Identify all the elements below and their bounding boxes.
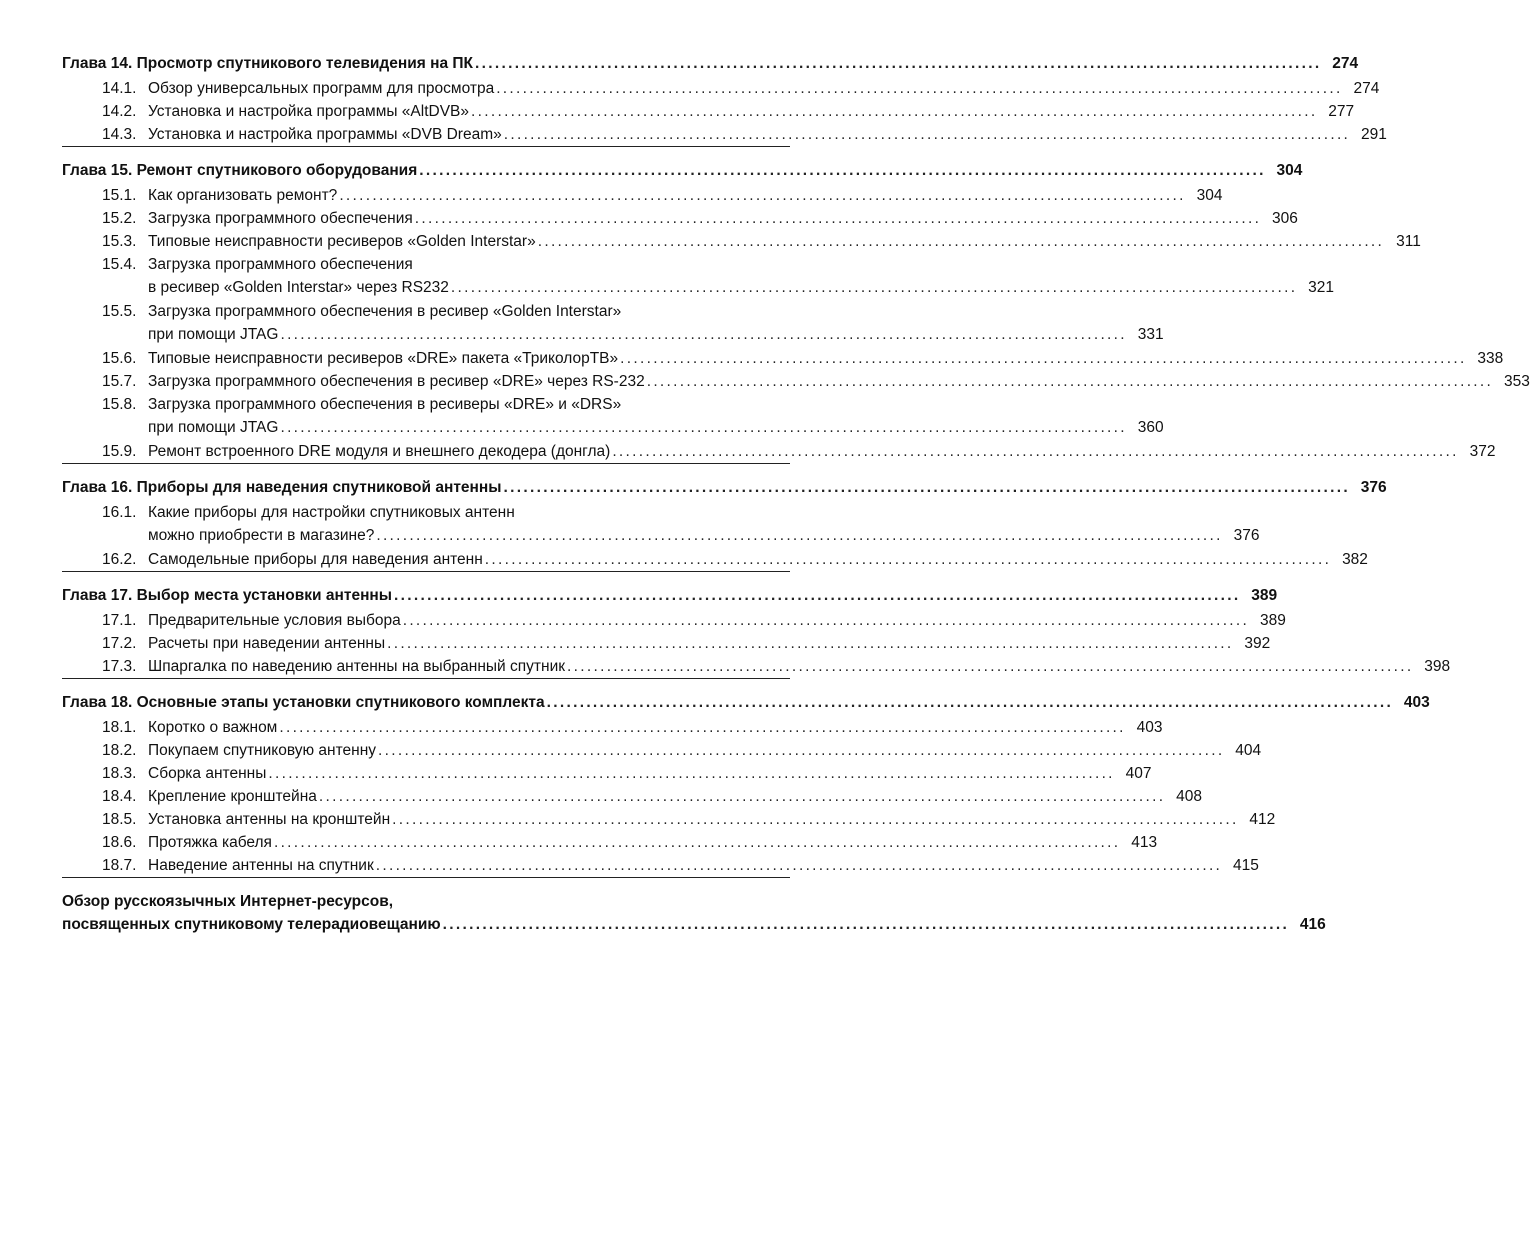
section-page-number: 372 <box>1469 443 1496 460</box>
section-page-number: 389 <box>1259 612 1286 629</box>
section-entry[interactable] <box>62 300 1164 347</box>
dot-leader <box>538 230 1381 253</box>
section-number: 18.2. <box>102 742 137 759</box>
section-entry[interactable] <box>62 831 1158 854</box>
section-number: 16.1. <box>102 504 137 521</box>
chapter-block <box>62 678 1430 877</box>
section-entry[interactable] <box>62 123 1387 146</box>
section-title: Наведение антенны на спутник <box>148 857 374 874</box>
section-entry[interactable] <box>62 501 1260 548</box>
dot-leader <box>612 440 1455 463</box>
chapter-heading[interactable] <box>62 890 1326 936</box>
section-page-number: 404 <box>1235 742 1262 759</box>
section-page-number: 277 <box>1328 103 1355 120</box>
section-title: Установка и настройка программы «DVB Dream» <box>148 126 502 143</box>
section-entry[interactable] <box>62 230 1421 253</box>
dot-leader <box>387 632 1230 655</box>
dot-leader <box>403 609 1246 632</box>
section-title-line1: Загрузка программного обеспечения <box>148 256 413 273</box>
section-title: Сборка антенны <box>148 765 267 782</box>
section-page-number: 331 <box>1137 326 1164 343</box>
section-number: 15.4. <box>102 256 137 273</box>
section-page-number: 412 <box>1249 811 1276 828</box>
chapter-block <box>62 146 1530 463</box>
section-number: 14.2. <box>102 103 137 120</box>
section-text <box>148 207 1298 230</box>
section-title-line1: Загрузка программного обеспечения в ресивер «Golden Interstar» <box>148 303 622 320</box>
dot-leader <box>274 831 1117 854</box>
section-text <box>148 739 1262 762</box>
section-entry[interactable] <box>62 347 1504 370</box>
section-entry[interactable] <box>62 77 1380 100</box>
section-title-line1: Какие приборы для настройки спутниковых антенн <box>148 504 515 521</box>
chapter-page-number: 376 <box>1360 479 1387 496</box>
section-text <box>148 300 1164 346</box>
section-title: при помощи JTAG <box>148 419 279 436</box>
section-number: 17.1. <box>102 612 137 629</box>
section-title: Покупаем спутниковую антенну <box>148 742 377 759</box>
chapter-block <box>62 877 1326 936</box>
table-of-contents <box>62 0 1530 938</box>
chapter-block <box>62 463 1387 571</box>
section-entry[interactable] <box>62 739 1262 762</box>
section-number: 18.1. <box>102 719 137 736</box>
section-title: Протяжка кабеля <box>148 834 272 851</box>
section-number: 18.5. <box>102 811 137 828</box>
chapter-heading[interactable] <box>62 52 1359 75</box>
section-text <box>148 785 1203 808</box>
section-entry[interactable] <box>62 808 1276 831</box>
section-number: 15.5. <box>102 303 137 320</box>
section-text <box>148 253 1335 299</box>
section-page-number: 408 <box>1176 788 1203 805</box>
section-text <box>148 123 1387 146</box>
section-entry[interactable] <box>62 716 1163 739</box>
dot-leader <box>319 785 1162 808</box>
dot-leader <box>475 52 1318 75</box>
section-page-number: 321 <box>1308 279 1335 296</box>
chapter-heading[interactable] <box>62 691 1430 714</box>
dot-leader <box>415 207 1258 230</box>
section-page-number: 376 <box>1233 527 1260 544</box>
section-title: Обзор универсальных программ для просмотра <box>148 80 495 97</box>
section-number: 17.3. <box>102 658 137 675</box>
dot-leader <box>496 77 1339 100</box>
section-title: Типовые неисправности ресиверов «Golden Interstar» <box>148 233 536 250</box>
section-text <box>148 609 1286 632</box>
dot-leader <box>451 276 1294 299</box>
section-title: Как организовать ремонт? <box>148 187 338 204</box>
section-page-number: 392 <box>1244 635 1271 652</box>
section-number: 18.4. <box>102 788 137 805</box>
chapter-heading-text <box>62 476 1387 499</box>
chapter-heading[interactable] <box>62 476 1387 499</box>
section-title: Типовые неисправности ресиверов «DRE» пакета «ТриколорТВ» <box>148 350 619 367</box>
section-title: Загрузка программного обеспечения <box>148 210 413 227</box>
chapter-page-number: 389 <box>1251 587 1278 604</box>
chapter-title: Глава 14. Просмотр спутникового телевидения на ПК <box>62 55 474 72</box>
section-text <box>148 440 1496 463</box>
section-number: 14.3. <box>102 126 137 143</box>
section-number: 14.1. <box>102 80 137 97</box>
section-title: Ремонт встроенного DRE модуля и внешнего декодера (донгла) <box>148 443 611 460</box>
section-text <box>148 393 1164 439</box>
section-page-number: 311 <box>1396 233 1421 250</box>
section-text <box>148 632 1271 655</box>
chapter-heading-text <box>62 584 1278 607</box>
dot-leader <box>504 476 1347 499</box>
section-entry[interactable] <box>62 393 1164 440</box>
section-entry[interactable] <box>62 370 1530 393</box>
section-page-number: 407 <box>1125 765 1152 782</box>
dot-leader <box>504 123 1347 146</box>
dot-leader <box>339 184 1182 207</box>
chapter-title: посвященных спутниковому телерадиовещанию <box>62 916 441 933</box>
section-entry[interactable] <box>62 207 1298 230</box>
section-page-number: 338 <box>1477 350 1504 367</box>
chapter-page-number: 274 <box>1332 55 1359 72</box>
section-number: 15.3. <box>102 233 137 250</box>
chapter-title: Глава 15. Ремонт спутникового оборудования <box>62 162 418 179</box>
section-number: 16.2. <box>102 551 137 568</box>
section-entry[interactable] <box>62 632 1271 655</box>
section-page-number: 274 <box>1353 80 1380 97</box>
chapter-page-number: 416 <box>1299 916 1326 933</box>
dot-leader <box>376 854 1219 877</box>
section-entry[interactable] <box>62 253 1335 300</box>
section-number: 15.8. <box>102 396 137 413</box>
section-page-number: 415 <box>1233 857 1259 874</box>
dot-leader <box>620 347 1463 370</box>
section-page-number: 360 <box>1137 419 1164 436</box>
section-title: можно приобрести в магазине? <box>148 527 375 544</box>
section-title: Расчеты при наведении антенны <box>148 635 386 652</box>
dot-leader <box>268 762 1111 785</box>
chapter-title-line1: Обзор русскоязычных Интернет-ресурсов, <box>62 893 394 910</box>
dot-leader <box>392 808 1235 831</box>
chapter-heading-text <box>62 691 1430 714</box>
chapter-block <box>62 571 1451 678</box>
section-entry[interactable] <box>62 762 1152 785</box>
section-text <box>148 501 1260 547</box>
chapter-block <box>62 0 1387 146</box>
dot-leader <box>547 691 1390 714</box>
dot-leader <box>376 524 1219 547</box>
section-number: 18.6. <box>102 834 137 851</box>
section-text <box>148 100 1355 123</box>
section-entry[interactable] <box>62 100 1355 123</box>
chapter-heading-text <box>62 52 1359 75</box>
section-number: 18.3. <box>102 765 137 782</box>
chapter-title: Глава 18. Основные этапы установки спутникового комплекта <box>62 694 545 711</box>
dot-leader <box>471 100 1314 123</box>
section-text <box>148 347 1504 370</box>
section-text <box>148 716 1163 739</box>
section-number: 18.7. <box>102 857 137 874</box>
section-number: 15.9. <box>102 443 137 460</box>
section-number: 17.2. <box>102 635 137 652</box>
chapter-page-number: 304 <box>1276 162 1303 179</box>
section-text <box>148 548 1368 571</box>
chapter-page-number: 403 <box>1403 694 1430 711</box>
dot-leader <box>394 584 1237 607</box>
dot-leader <box>485 548 1328 571</box>
section-title: Крепление кронштейна <box>148 788 317 805</box>
section-title: Предварительные условия выбора <box>148 612 401 629</box>
dot-leader <box>280 323 1123 346</box>
section-text <box>148 655 1451 678</box>
dot-leader <box>443 913 1286 936</box>
section-text <box>148 854 1259 877</box>
dot-leader <box>280 416 1123 439</box>
section-text <box>148 808 1276 831</box>
section-text <box>148 77 1380 100</box>
section-text <box>148 762 1152 785</box>
section-title: Установка антенны на кронштейн <box>148 811 391 828</box>
section-title: Самодельные приборы для наведения антенн <box>148 551 483 568</box>
section-page-number: 353 <box>1503 373 1530 390</box>
section-page-number: 382 <box>1342 551 1368 568</box>
section-title: Шпаргалка по наведению антенны на выбранный спутник <box>148 658 566 675</box>
section-number: 15.2. <box>102 210 137 227</box>
chapter-heading[interactable] <box>62 584 1278 607</box>
chapter-title: Глава 17. Выбор места установки антенны <box>62 587 393 604</box>
section-number: 15.1. <box>102 187 137 204</box>
section-page-number: 403 <box>1136 719 1163 736</box>
chapter-title: Глава 16. Приборы для наведения спутниковой антенны <box>62 479 502 496</box>
section-page-number: 306 <box>1272 210 1298 227</box>
section-text <box>148 184 1223 207</box>
section-text <box>148 370 1530 393</box>
section-page-number: 291 <box>1361 126 1387 143</box>
section-title: в ресивер «Golden Interstar» через RS232 <box>148 279 449 296</box>
section-title: при помощи JTAG <box>148 326 279 343</box>
section-text <box>148 230 1421 253</box>
section-page-number: 304 <box>1196 187 1223 204</box>
section-entry[interactable] <box>62 609 1286 632</box>
section-title: Коротко о важном <box>148 719 278 736</box>
section-entry[interactable] <box>62 655 1451 678</box>
section-entry[interactable] <box>62 184 1223 207</box>
section-number: 15.7. <box>102 373 137 390</box>
chapter-heading-text <box>62 159 1303 182</box>
dot-leader <box>419 159 1262 182</box>
dot-leader <box>647 370 1490 393</box>
section-number: 15.6. <box>102 350 137 367</box>
chapter-heading-text <box>62 890 1326 936</box>
section-entry[interactable] <box>62 548 1368 571</box>
dot-leader <box>279 716 1122 739</box>
dot-leader <box>378 739 1221 762</box>
section-title: Загрузка программного обеспечения в ресивер «DRE» через RS-232 <box>148 373 645 390</box>
section-entry[interactable] <box>62 440 1496 463</box>
section-title-line1: Загрузка программного обеспечения в ресиверы «DRE» и «DRS» <box>148 396 622 413</box>
section-entry[interactable] <box>62 854 1259 877</box>
section-entry[interactable] <box>62 785 1203 808</box>
section-page-number: 413 <box>1131 834 1158 851</box>
dot-leader <box>567 655 1410 678</box>
chapter-heading[interactable] <box>62 159 1303 182</box>
section-text <box>148 831 1158 854</box>
section-title: Установка и настройка программы «AltDVB» <box>148 103 469 120</box>
section-page-number: 398 <box>1424 658 1451 675</box>
